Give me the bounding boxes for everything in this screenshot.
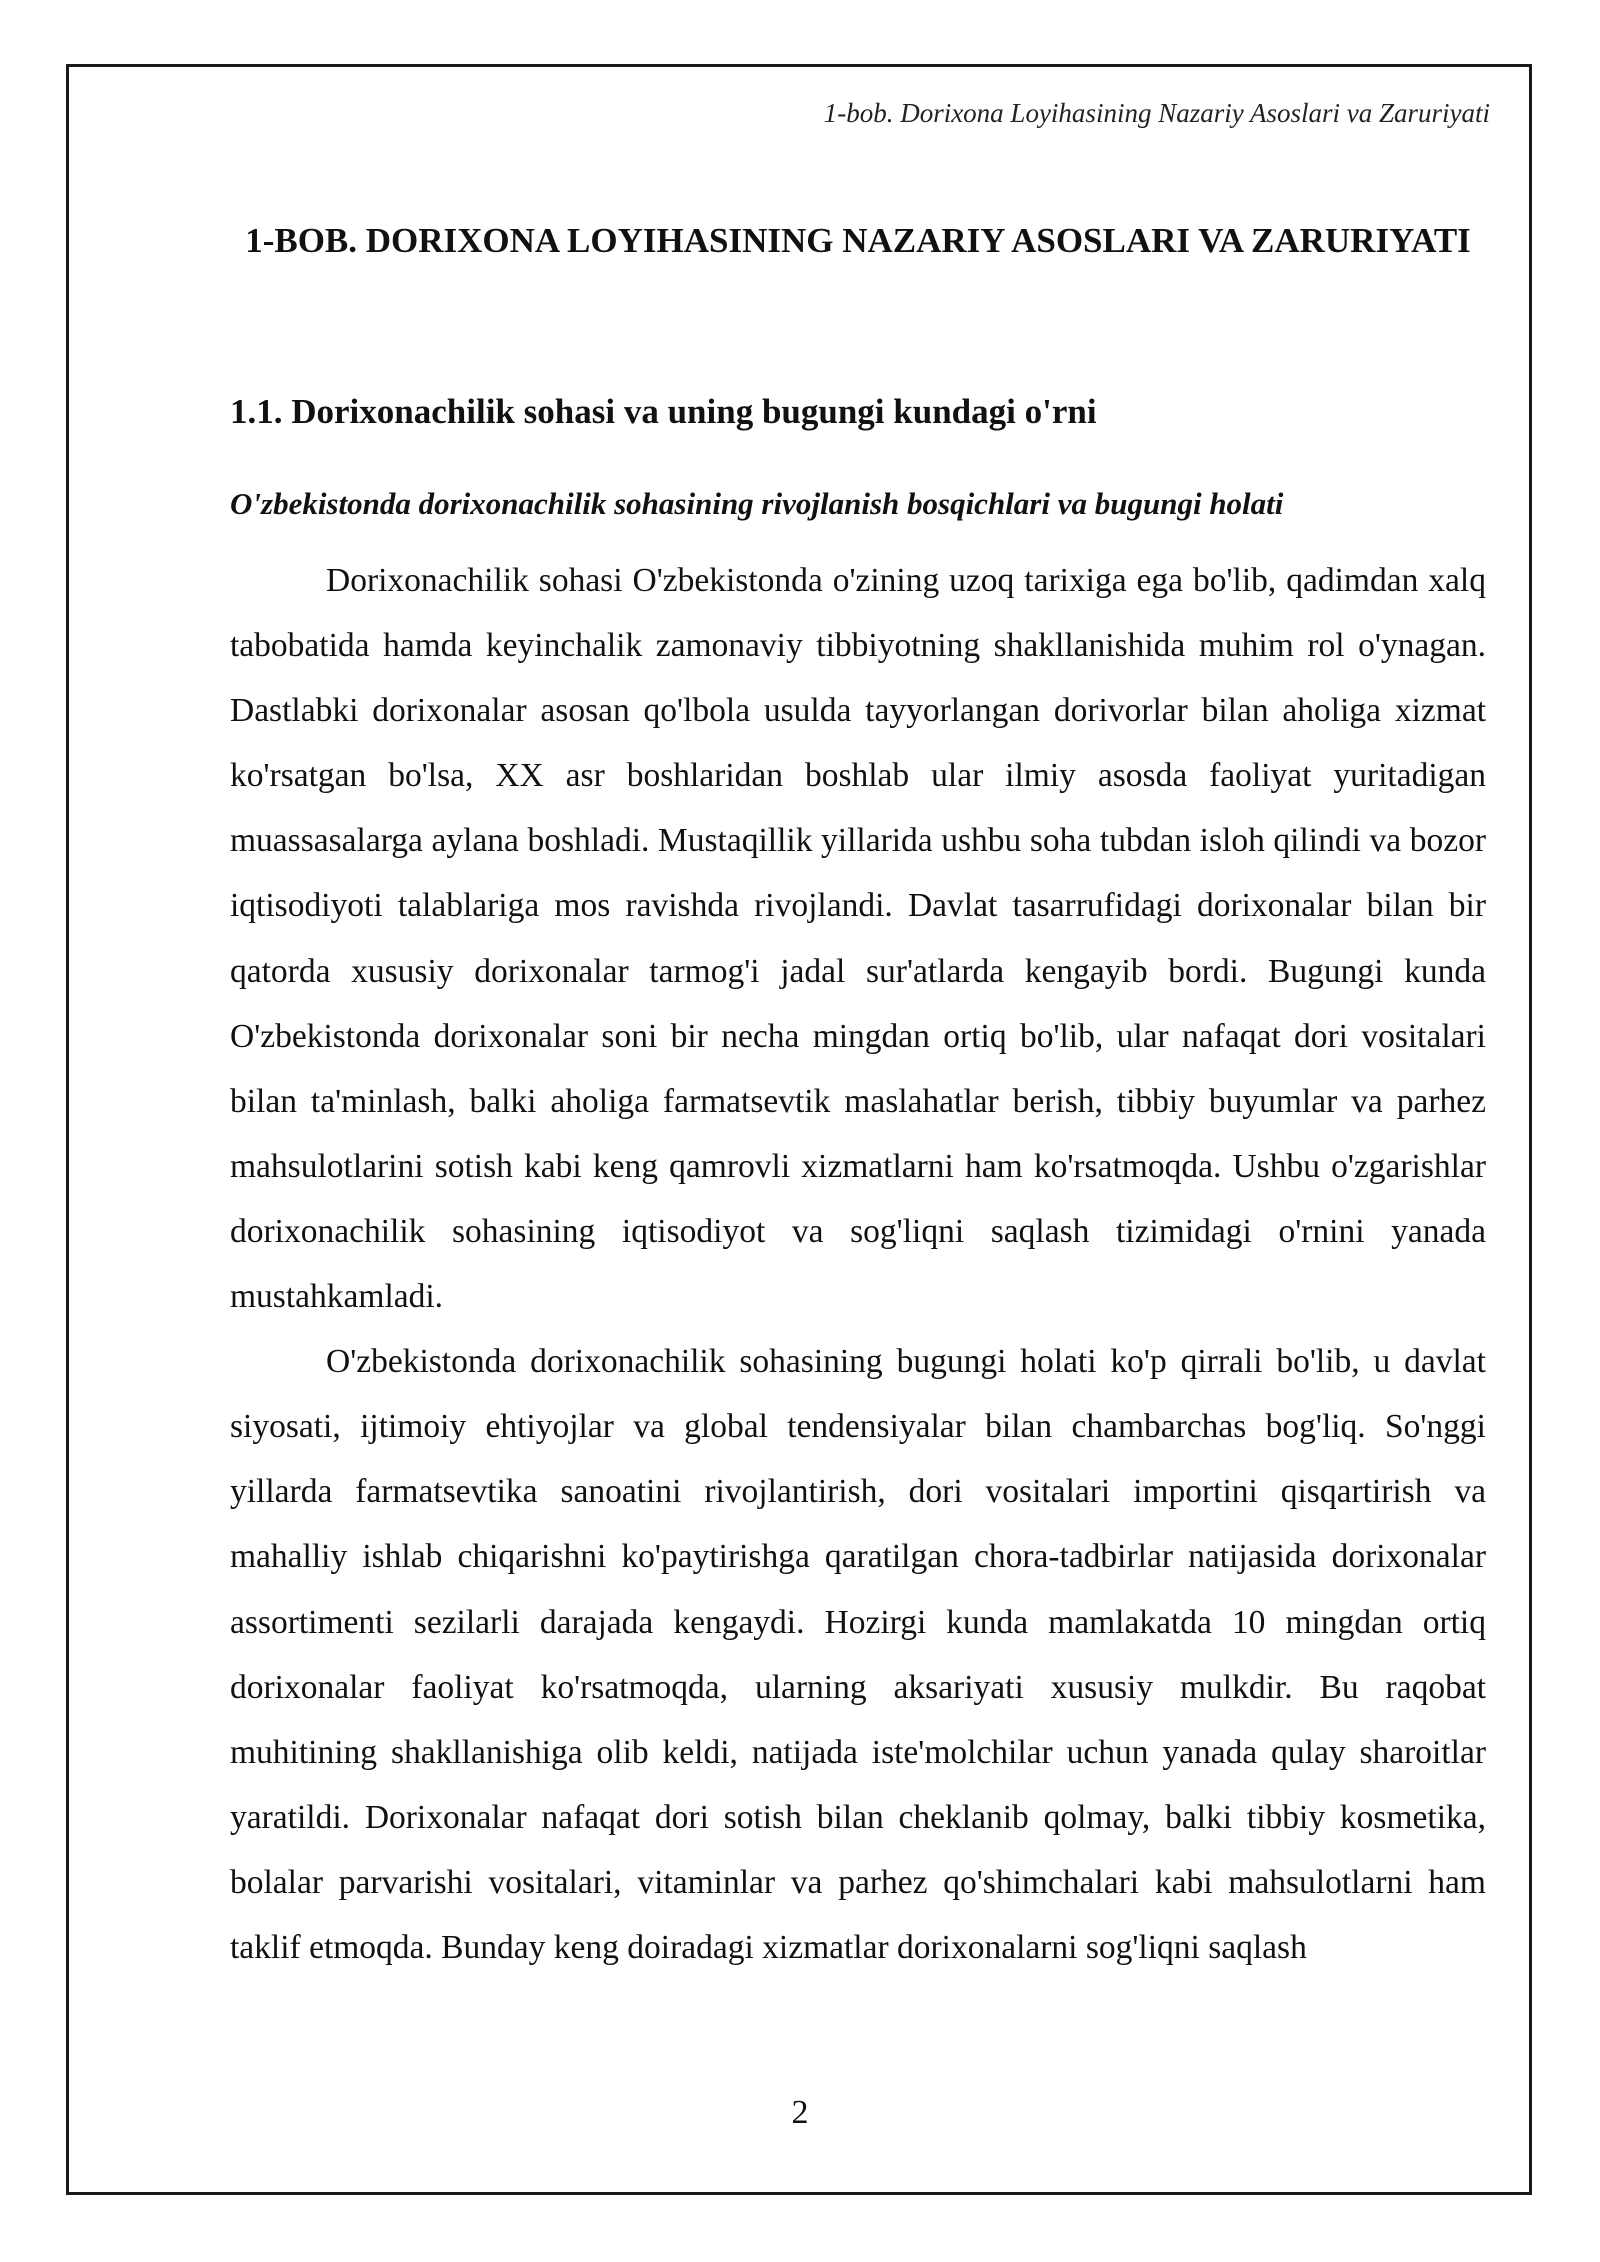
paragraph: O'zbekistonda dorixonachilik sohasining bugungi holati ko'p qirrali bo'lib, u davlat siyosati, ijtimoiy ehtiyojlar va global tendensiyalar bilan chambarchas bog'liq. So'nggi yillarda farmatsevtika sanoatini rivojlantirish, dori vositalari importini qisqartirish va mahalliy ishlab chiqarishni ko'paytirishga qaratilgan chora-tadbirlar natijasida dorixonalar assortimenti sezilarli darajada kengaydi. Hozirgi kunda mamlakatda 10 mingdan ortiq dorixonalar faoliyat ko'rsatmoqda, ularning aksariyati xususiy mulkdir. Bu raqobat muhitining shakllanishiga olib keldi, natijada iste'molchilar uchun yanada qulay sharoitlar yaratildi. Dorixonalar nafaqat dori sotish bilan cheklanib qolmay, balki tibbiy kosmetika, bolalar parvarishi vositalari, vitaminlar va parhez qo'shimchalari kabi mahsulotlarni ham taklif etmoqda. Bunday keng doiradagi xizmatlar dorixonalarni sog'liqni saqlash	[230, 1343, 1486, 1966]
section-title: 1.1. Dorixonachilik sohasi va uning bugungi kundagi o'rni	[230, 392, 1097, 431]
subsection-title: O'zbekistonda dorixonachilik sohasining rivojlanish bosqichlari va bugungi holati	[230, 486, 1284, 521]
paragraph: Dorixonachilik sohasi O'zbekistonda o'zining uzoq tarixiga ega bo'lib, qadimdan xalq tabobatida hamda keyinchalik zamonaviy tibbiyotning shakllanishida muhim rol o'ynagan. Dastlabki dorixonalar asosan qo'lbola usulda tayyorlangan dorivorlar bilan aholiga xizmat ko'rsatgan bo'lsa, XX asr boshlaridan boshlab ular ilmiy asosda faoliyat yuritadigan muassasalarga aylana boshladi. Mustaqillik yillarida ushbu soha tubdan isloh qilindi va bozor iqtisodiyoti talablariga mos ravishda rivojlandi. Davlat tasarrufidagi dorixonalar bilan bir qatorda xususiy dorixonalar tarmog'i jadal sur'atlarda kengayib bordi. Bugungi kunda O'zbekistonda dorixonalar soni bir necha mingdan ortiq bo'lib, ular nafaqat dori vositalari bilan ta'minlash, balki aholiga farmatsevtik maslahatlar berish, tibbiy buyumlar va parhez mahsulotlarini sotish kabi keng qamrovli xizmatlarni ham ko'rsatmoqda. Ushbu o'zgarishlar dorixonachilik sohasining iqtisodiyot va sog'liqni saqlash tizimidagi o'rnini yanada mustahkamladi.	[230, 562, 1486, 1316]
body-text	[230, 548, 1486, 1980]
page-number: 2	[791, 2094, 809, 2131]
running-header: 1-bob. Dorixona Loyihasining Nazariy Asoslari va Zaruriyati	[823, 98, 1490, 128]
chapter-title: 1-BOB. DORIXONA LOYIHASINING NAZARIY ASOSLARI VA ZARURIYATI	[245, 221, 1471, 260]
